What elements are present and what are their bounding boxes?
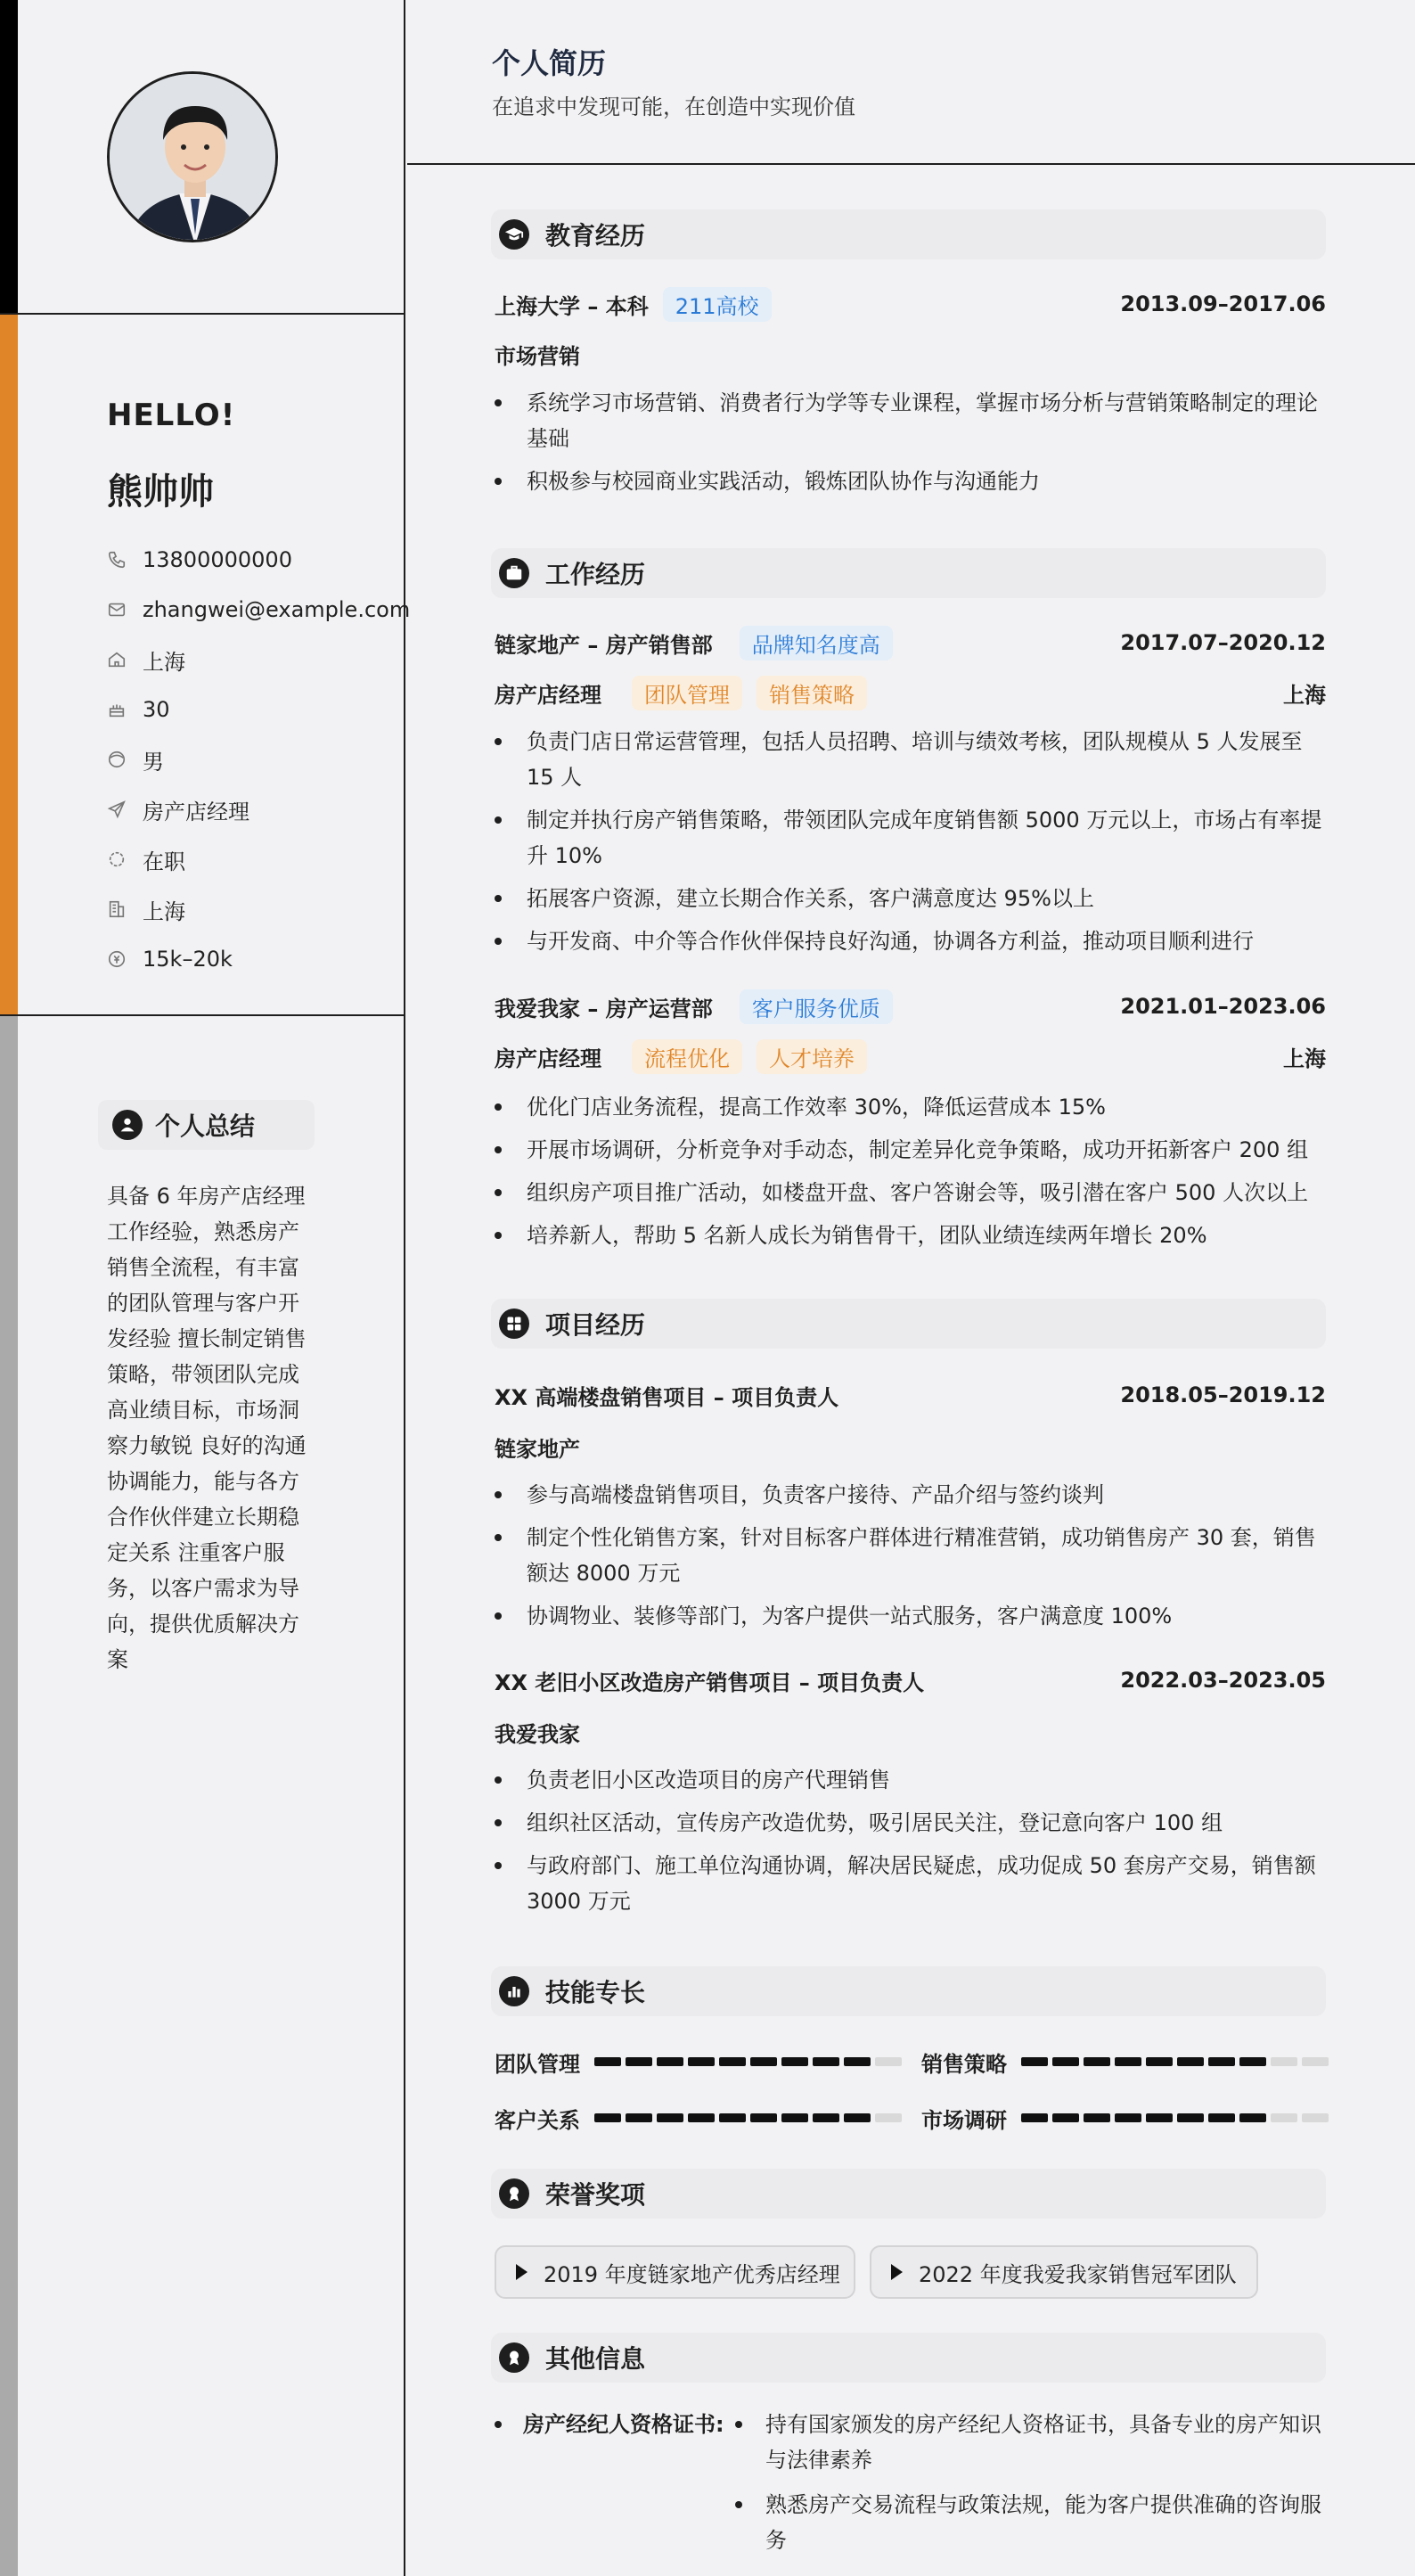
contact-salary: 15k–20k	[107, 934, 410, 984]
bullet-dot	[495, 2421, 502, 2428]
skill-segment-filled	[1084, 2057, 1110, 2066]
job-header-row	[495, 625, 1326, 660]
list-item: 与开发商、中介等合作伙伴保持良好沟通，协调各方利益，推动项目顺利进行	[495, 923, 1326, 959]
home-icon	[107, 650, 127, 669]
contact-gender: 男	[107, 734, 410, 784]
list-item: 系统学习市场营销、消费者行为学等专业课程，掌握市场分析与营销策略制定的理论基础	[495, 385, 1326, 456]
award-item: 2022 年度我爱我家销售冠军团队	[870, 2245, 1258, 2299]
skill-level-bar	[1021, 2113, 1329, 2122]
education-row	[495, 286, 1326, 322]
contact-phone: 13800000000	[107, 535, 410, 585]
play-icon	[891, 2264, 903, 2280]
award-icon	[499, 2342, 529, 2373]
skill-segment-empty	[875, 2113, 902, 2122]
skill-name: 销售策略	[921, 2051, 1007, 2077]
skill-segment-filled	[1177, 2057, 1204, 2066]
job-city: 上海	[1283, 1046, 1326, 1071]
job-role-tag: 销售策略	[757, 676, 867, 710]
user-icon	[112, 1110, 143, 1140]
list-item: 拓展客户资源，建立长期合作关系，客户满意度达 95%以上	[495, 881, 1326, 916]
award-icon	[499, 2178, 529, 2209]
skill-item	[495, 2100, 902, 2136]
job-date: 2017.07–2020.12	[1120, 630, 1326, 655]
page-title: 个人简历	[492, 46, 607, 80]
job-bullets	[495, 724, 1326, 966]
skill-segment-filled	[813, 2057, 839, 2066]
list-item: 组织房产项目推广活动，如楼盘开盘、客户答谢会等，吸引潜在客户 500 人次以上	[495, 1175, 1326, 1210]
skill-segment-filled	[1021, 2113, 1048, 2122]
cake-icon	[107, 700, 127, 719]
project-name: XX 老旧小区改造房产销售项目 – 项目负责人	[495, 1669, 925, 1695]
list-item: 优化门店业务流程，提高工作效率 30%，降低运营成本 15%	[495, 1089, 1326, 1125]
work-section-header: 工作经历	[491, 548, 1326, 598]
other-section-header: 其他信息	[491, 2333, 1326, 2383]
sidebar-stripe-orange	[0, 314, 18, 1015]
education-major: 市场营销	[495, 344, 580, 369]
education-bullets	[495, 385, 1326, 506]
sidebar-stripe-black	[0, 0, 18, 314]
job-company: 链家地产 – 房产销售部	[495, 632, 713, 658]
education-section-header: 教育经历	[491, 209, 1326, 259]
skill-segment-filled	[1239, 2057, 1266, 2066]
skill-segment-filled	[594, 2057, 621, 2066]
list-item: 组织社区活动，宣传房产改造优势，吸引居民关注，登记意向客户 100 组	[495, 1805, 1326, 1841]
skill-segment-filled	[657, 2057, 683, 2066]
skill-item	[921, 2100, 1329, 2136]
project-date: 2022.03–2023.05	[1120, 1668, 1326, 1693]
education-date: 2013.09–2017.06	[1120, 291, 1326, 316]
project-bullets	[495, 1477, 1326, 1641]
hello-heading: HELLO!	[107, 398, 236, 433]
skill-segment-filled	[1084, 2113, 1110, 2122]
skill-segment-filled	[626, 2057, 652, 2066]
send-icon	[107, 800, 127, 819]
list-item: 与政府部门、施工单位沟通协调，解决居民疑虑，成功促成 50 套房产交易，销售额 3000 万元	[495, 1848, 1326, 1919]
list-item: 积极参与校园商业实践活动，锻炼团队协作与沟通能力	[495, 464, 1326, 499]
briefcase-icon	[499, 558, 529, 588]
avatar	[107, 71, 278, 242]
list-item: 熟悉房产交易流程与政策法规，能为客户提供准确的咨询服务	[735, 2487, 1326, 2558]
sidebar	[0, 0, 411, 2576]
job-role-tag: 团队管理	[632, 676, 742, 710]
skill-name: 客户关系	[495, 2107, 580, 2133]
project-header-row	[495, 1377, 1326, 1413]
skill-segment-filled	[719, 2057, 746, 2066]
sidebar-divider	[0, 1014, 405, 1016]
skill-segment-filled	[1052, 2057, 1079, 2066]
skills-section-header: 技能专长	[491, 1966, 1326, 2016]
skill-segment-filled	[626, 2113, 652, 2122]
skill-segment-filled	[688, 2057, 715, 2066]
job-header-row	[495, 989, 1326, 1024]
skill-segment-filled	[1146, 2057, 1173, 2066]
skill-segment-filled	[813, 2113, 839, 2122]
skill-level-bar	[1021, 2057, 1329, 2066]
sidebar-stripe-gray	[0, 1015, 18, 2576]
contact-position: 房产店经理	[107, 784, 410, 834]
skill-segment-filled	[781, 2113, 808, 2122]
job-role-tag: 流程优化	[632, 1039, 742, 1074]
skill-segment-filled	[1208, 2113, 1235, 2122]
award-item: 2019 年度链家地产优秀店经理	[495, 2245, 855, 2299]
skill-segment-filled	[1021, 2057, 1048, 2066]
school-name: 上海大学 – 本科	[495, 293, 649, 319]
skill-segment-filled	[844, 2057, 871, 2066]
awards-section-header: 荣誉奖项	[491, 2169, 1326, 2219]
skill-item	[921, 2044, 1329, 2080]
mail-icon	[107, 600, 127, 619]
skill-segment-filled	[688, 2113, 715, 2122]
sidebar-divider	[0, 313, 405, 315]
skill-level-bar	[594, 2057, 902, 2066]
skill-segment-empty	[1302, 2113, 1329, 2122]
project-org: 链家地产	[495, 1437, 580, 1462]
job-company-tag: 客户服务优质	[740, 989, 893, 1024]
status-icon	[107, 849, 127, 869]
contact-status: 在职	[107, 834, 410, 884]
list-item: 负责门店日常运营管理，包括人员招聘、培训与绩效考核，团队规模从 5 人发展至 15 人	[495, 724, 1326, 795]
list-item: 负责老旧小区改造项目的房产代理销售	[495, 1762, 1326, 1798]
skill-segment-filled	[844, 2113, 871, 2122]
skill-segment-filled	[1208, 2057, 1235, 2066]
list-item: 持有国家颁发的房产经纪人资格证书，具备专业的房产知识与法律素养	[735, 2407, 1326, 2478]
bar-chart-icon	[499, 1976, 529, 2006]
skill-segment-filled	[750, 2057, 777, 2066]
skill-level-bar	[594, 2113, 902, 2122]
project-header-row	[495, 1662, 1326, 1698]
project-org: 我爱我家	[495, 1722, 580, 1747]
grid-icon	[499, 1309, 529, 1339]
skill-segment-filled	[719, 2113, 746, 2122]
skill-segment-filled	[750, 2113, 777, 2122]
summary-text: 具备 6 年房产店经理工作经验，熟悉房产销售全流程，有丰富的团队管理与客户开发经验 擅长制定销售策略，带领团队完成高业绩目标，市场洞察力敏锐 良好的沟通协调能力，能与各方合作伙伴建立长期稳定关系 注重客户服务，以客户需求为导向，提供优质解决方案	[107, 1184, 307, 1672]
skill-name: 团队管理	[495, 2051, 580, 2077]
job-role: 房产店经理	[495, 682, 601, 708]
gender-icon	[107, 750, 127, 769]
job-city: 上海	[1283, 682, 1326, 708]
skill-segment-empty	[875, 2057, 902, 2066]
contact-email: zhangwei@example.com	[107, 585, 410, 635]
skill-segment-filled	[1146, 2113, 1173, 2122]
other-bullets	[735, 2407, 1326, 2567]
contact-location: 上海	[107, 635, 410, 685]
job-role: 房产店经理	[495, 1046, 601, 1071]
job-company: 我爱我家 – 房产运营部	[495, 996, 713, 1021]
skill-name: 市场调研	[921, 2107, 1007, 2133]
project-bullets	[495, 1762, 1326, 1926]
job-company-tag: 品牌知名度高	[740, 626, 893, 660]
summary-section-header: 个人总结	[98, 1100, 315, 1150]
other-label: 房产经纪人资格证书:	[523, 2412, 724, 2437]
job-bullets	[495, 1089, 1326, 1260]
contact-city: 上海	[107, 884, 410, 934]
page-subtitle: 在追求中发现可能，在创造中实现价值	[492, 94, 855, 119]
page-header	[407, 0, 1415, 165]
skill-segment-filled	[1115, 2057, 1141, 2066]
profile-name: 熊帅帅	[107, 472, 214, 513]
skill-segment-filled	[1177, 2113, 1204, 2122]
contact-list	[107, 535, 410, 984]
phone-icon	[107, 550, 127, 570]
contact-age: 30	[107, 685, 410, 734]
graduation-cap-icon	[499, 219, 529, 250]
skill-segment-empty	[1271, 2113, 1297, 2122]
skill-segment-filled	[781, 2057, 808, 2066]
skill-segment-filled	[1115, 2113, 1141, 2122]
skill-segment-filled	[1052, 2113, 1079, 2122]
job-role-row	[495, 675, 1326, 710]
list-item: 参与高端楼盘销售项目，负责客户接待、产品介绍与签约谈判	[495, 1477, 1326, 1513]
skill-item	[495, 2044, 902, 2080]
school-tag: 211高校	[663, 287, 772, 322]
play-icon	[516, 2264, 528, 2280]
list-item: 制定个性化销售方案，针对目标客户群体进行精准营销，成功销售房产 30 套，销售额达 8000 万元	[495, 1520, 1326, 1591]
projects-section-header: 项目经历	[491, 1299, 1326, 1349]
list-item: 协调物业、装修等部门，为客户提供一站式服务，客户满意度 100%	[495, 1598, 1326, 1634]
skill-segment-filled	[1239, 2113, 1266, 2122]
project-date: 2018.05–2019.12	[1120, 1382, 1326, 1407]
skill-segment-empty	[1271, 2057, 1297, 2066]
list-item: 开展市场调研，分析竞争对手动态，制定差异化竞争策略，成功开拓新客户 200 组	[495, 1132, 1326, 1168]
skill-segment-empty	[1302, 2057, 1329, 2066]
job-role-tag: 人才培养	[757, 1039, 867, 1074]
project-name: XX 高端楼盘销售项目 – 项目负责人	[495, 1384, 839, 1410]
job-role-row	[495, 1038, 1326, 1074]
building-icon	[107, 899, 127, 919]
skill-segment-filled	[657, 2113, 683, 2122]
skill-segment-filled	[594, 2113, 621, 2122]
salary-icon	[107, 949, 127, 969]
list-item: 制定并执行房产销售策略，带领团队完成年度销售额 5000 万元以上，市场占有率提升 10%	[495, 802, 1326, 874]
job-date: 2021.01–2023.06	[1120, 994, 1326, 1019]
list-item: 培养新人，帮助 5 名新人成长为销售骨干，团队业绩连续两年增长 20%	[495, 1218, 1326, 1253]
